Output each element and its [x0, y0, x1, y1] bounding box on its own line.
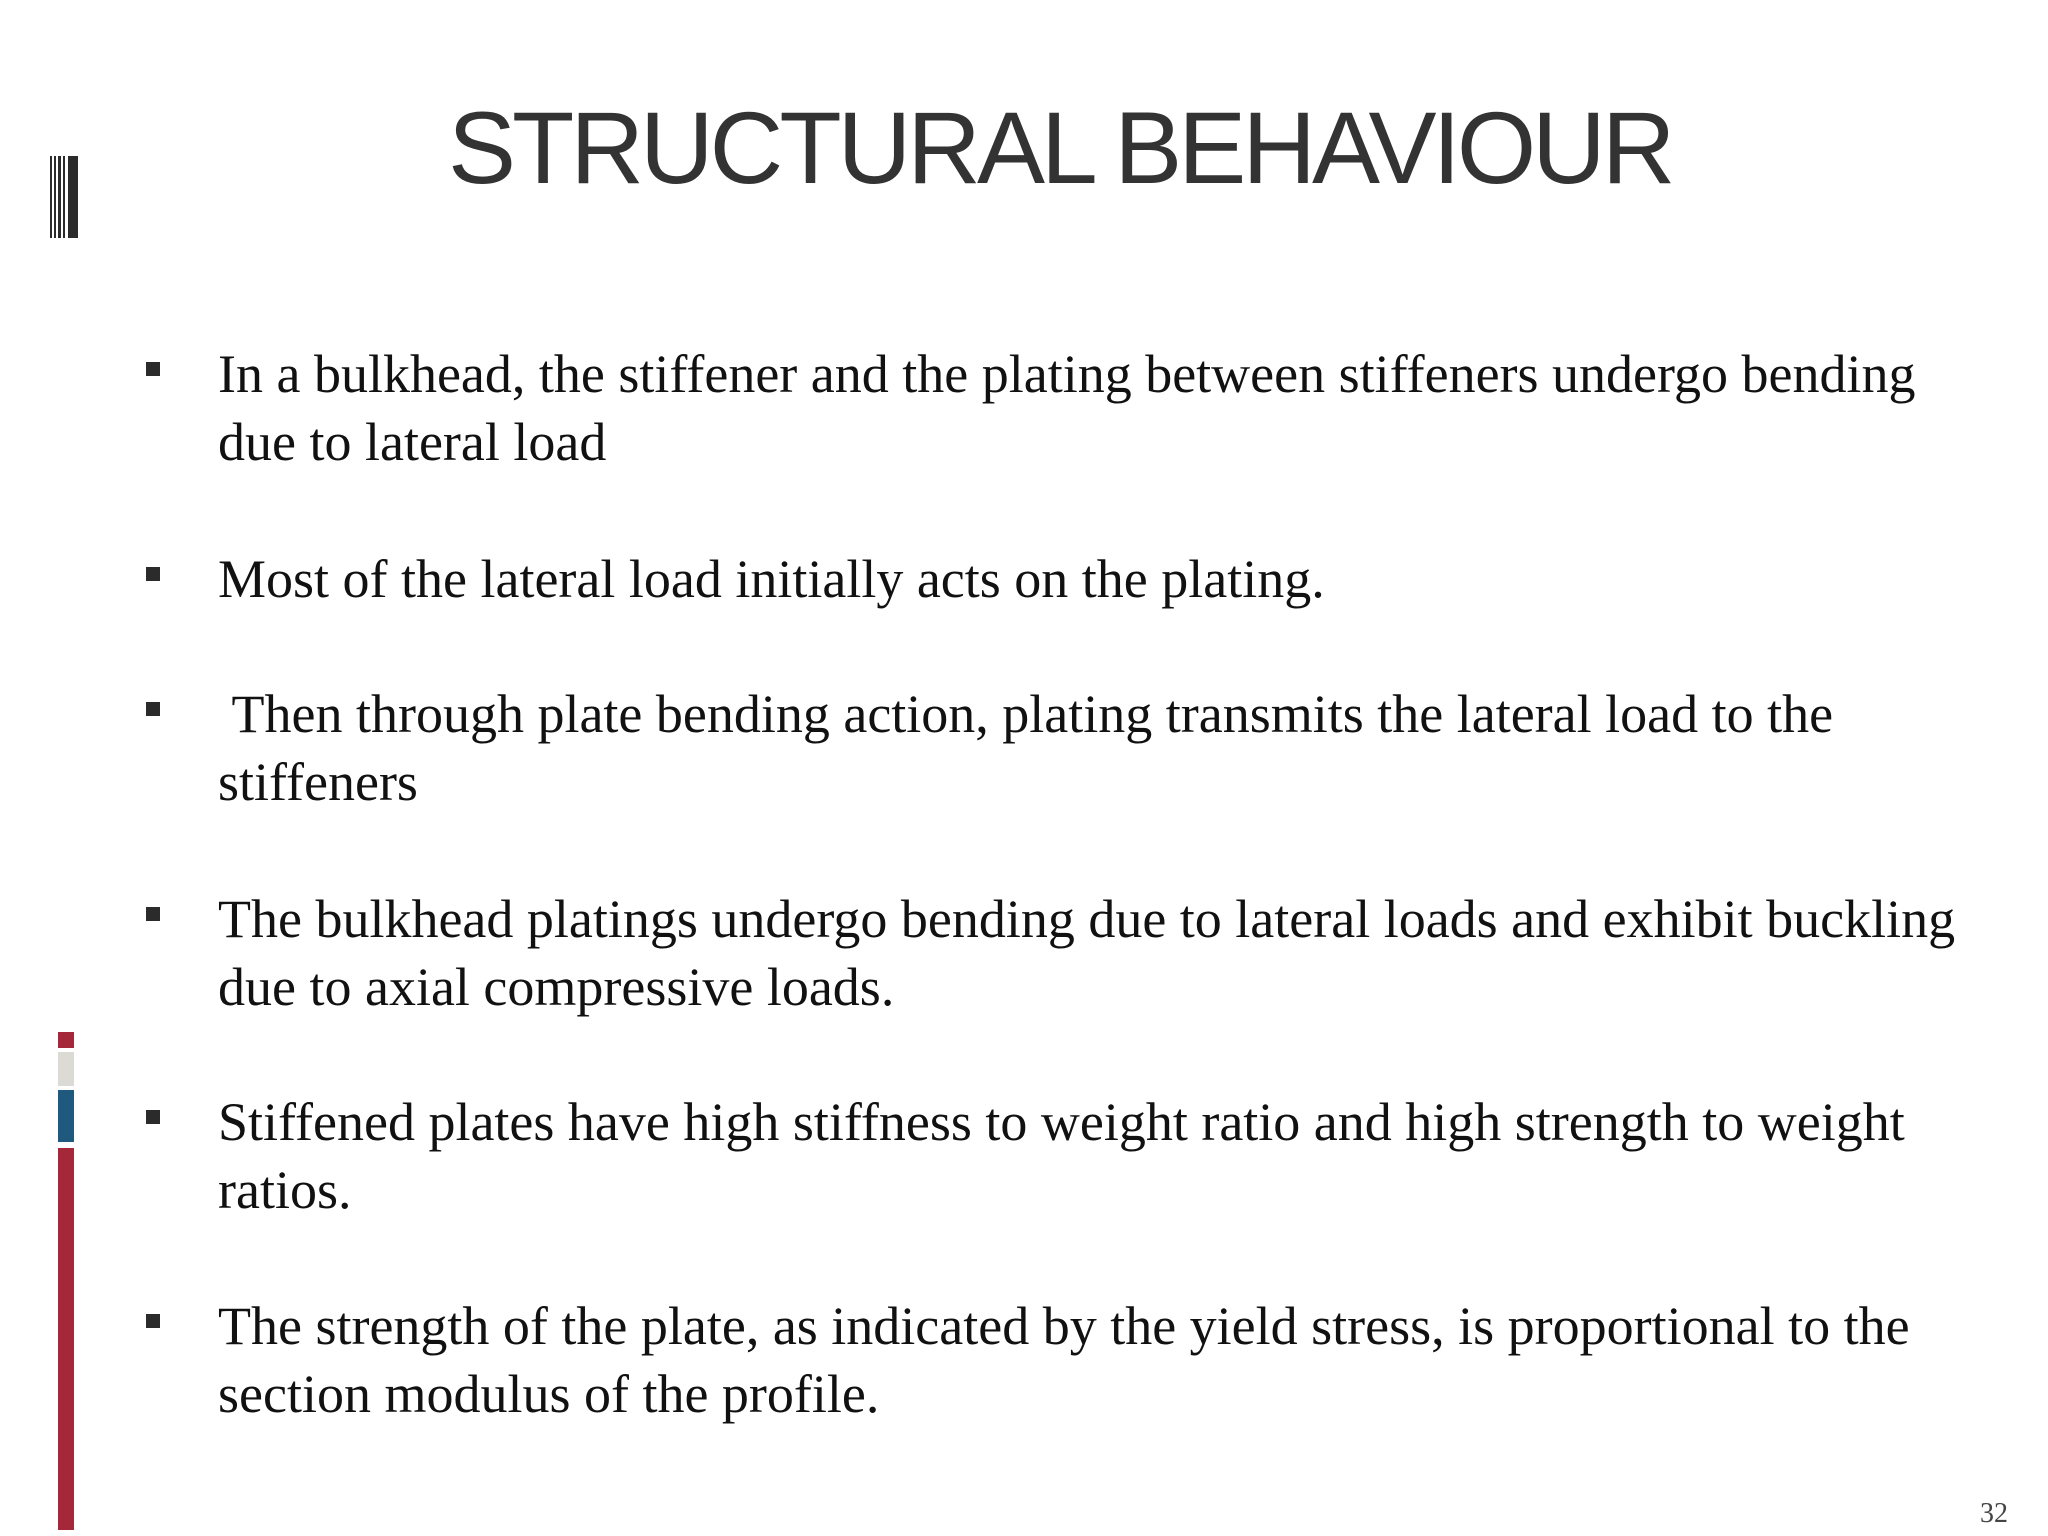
bullet-text: Stiffened plates have high stiffness to weight ratio and high strength to weight ratios. [218, 1092, 1919, 1220]
accent-bar-grey [58, 1052, 74, 1086]
accent-bar-blue [58, 1090, 74, 1142]
square-bullet-icon [146, 1314, 160, 1328]
accent-bar-red-long [58, 1148, 74, 1530]
bullet-text: In a bulkhead, the stiffener and the plating between stiffeners undergo bending due to lateral load [218, 344, 1929, 472]
slide-title: STRUCTURAL BEHAVIOUR [448, 91, 1672, 205]
bullet-text: Most of the lateral load initially acts on the plating. [218, 549, 1325, 609]
bullet-text: Then through plate bending action, plating transmits the lateral load to the stiffeners [218, 684, 1847, 812]
square-bullet-icon [146, 567, 160, 581]
bullet-text: The bulkhead platings undergo bending due to lateral loads and exhibit buckling due to axial compressive loads. [218, 889, 1969, 1017]
square-bullet-icon [146, 702, 160, 716]
square-bullet-icon [146, 1110, 160, 1124]
square-bullet-icon [146, 907, 160, 921]
page-number: 32 [1980, 1498, 2008, 1529]
square-bullet-icon [146, 362, 160, 376]
bullet-text: The strength of the plate, as indicated by the yield stress, is proportional to the section modulus of the profile. [218, 1296, 1924, 1424]
accent-bar-red-top [58, 1032, 74, 1048]
